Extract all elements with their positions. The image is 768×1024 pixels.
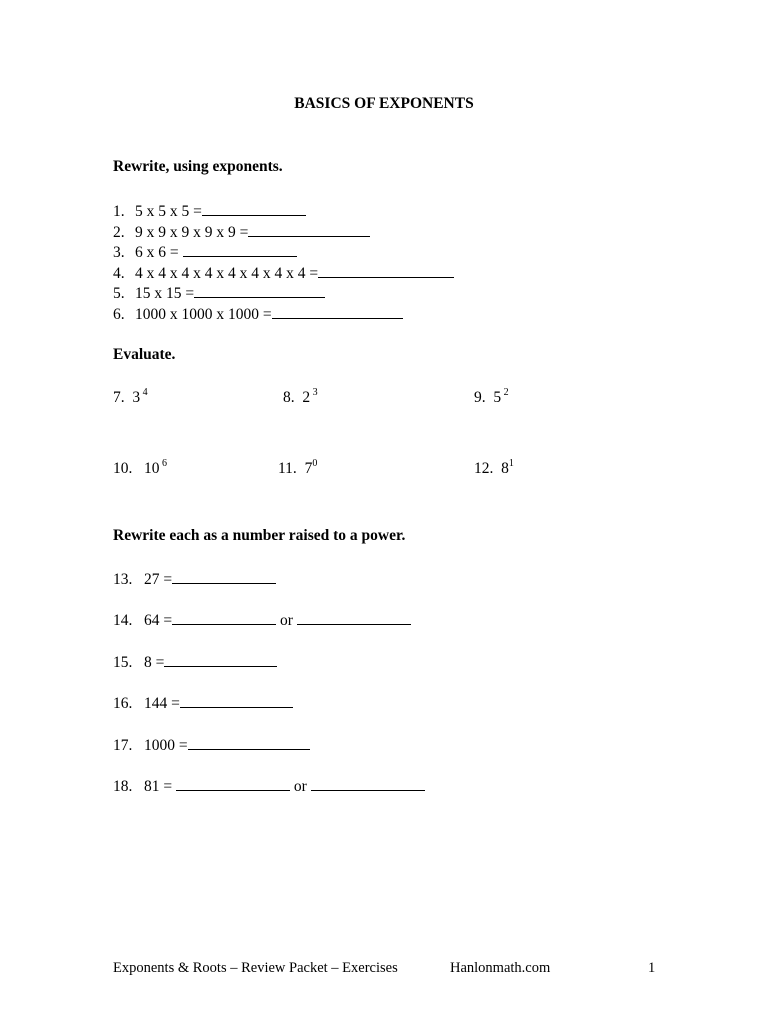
exercise-4 xyxy=(113,264,454,282)
page-title: BASICS OF EXPONENTS xyxy=(294,95,474,112)
exercise-number: 4. xyxy=(113,265,125,282)
exercise-number: 2. xyxy=(113,224,125,241)
footer-site: Hanlonmath.com xyxy=(450,960,551,976)
exercise-expression: 1000 x 1000 x 1000 = xyxy=(135,306,272,323)
exercise-5 xyxy=(113,284,325,302)
exercise-14 xyxy=(113,611,411,629)
or-label: or xyxy=(280,612,293,629)
exponent-base: 7 xyxy=(304,460,313,477)
answer-blank[interactable] xyxy=(188,736,310,750)
exponent-power: 1 xyxy=(508,458,514,469)
exercise-15 xyxy=(113,653,277,671)
section-heading-evaluate: Evaluate. xyxy=(113,346,176,363)
footer-page-number: 1 xyxy=(648,960,656,976)
exercise-12 xyxy=(474,459,514,477)
exercise-8 xyxy=(283,388,318,406)
exercise-7 xyxy=(113,388,148,406)
section-heading-power: Rewrite each as a number raised to a power. xyxy=(113,527,406,544)
answer-blank[interactable] xyxy=(318,264,454,278)
exercise-number: 17. xyxy=(113,737,133,754)
exercise-expression: 9 x 9 x 9 x 9 x 9 = xyxy=(135,224,249,241)
answer-blank[interactable] xyxy=(176,777,290,791)
exponent-base: 3 xyxy=(132,389,141,406)
answer-blank[interactable] xyxy=(164,653,277,667)
exercise-number: 18. xyxy=(113,778,133,795)
exercise-number: 14. xyxy=(113,612,133,629)
exercise-11 xyxy=(278,459,317,477)
answer-blank[interactable] xyxy=(183,243,297,257)
answer-blank[interactable] xyxy=(172,570,276,584)
footer-title: Exponents & Roots – Review Packet – Exercises xyxy=(113,960,398,976)
answer-blank[interactable] xyxy=(248,223,370,237)
exercise-expression: 64 = xyxy=(144,612,173,629)
exercise-17 xyxy=(113,736,310,754)
exercise-2 xyxy=(113,223,370,241)
exercise-9 xyxy=(474,388,509,406)
answer-blank[interactable] xyxy=(272,305,403,319)
exponent-power: 4 xyxy=(142,387,148,398)
answer-blank[interactable] xyxy=(202,202,306,216)
exercise-expression: 15 x 15 = xyxy=(135,285,195,302)
exercise-expression: 81 = xyxy=(144,778,173,795)
exercise-number: 6. xyxy=(113,306,125,323)
exercise-number: 13. xyxy=(113,571,133,588)
exercise-expression: 5 x 5 x 5 = xyxy=(135,203,202,220)
exercise-number: 10. xyxy=(113,460,133,477)
exponent-base: 2 xyxy=(302,389,311,406)
exercise-18 xyxy=(113,777,425,795)
exercise-number: 8. xyxy=(283,389,295,406)
exercise-3 xyxy=(113,243,297,261)
exercise-number: 9. xyxy=(474,389,486,406)
exercise-number: 15. xyxy=(113,654,133,671)
exponent-power: 3 xyxy=(312,387,318,398)
exercise-number: 16. xyxy=(113,695,133,712)
exercise-10 xyxy=(113,459,167,477)
exponent-power: 0 xyxy=(312,458,318,469)
exponent-base: 8 xyxy=(501,460,509,477)
answer-blank[interactable] xyxy=(194,284,325,298)
section-heading-rewrite: Rewrite, using exponents. xyxy=(113,158,283,175)
exercise-13 xyxy=(113,570,276,588)
answer-blank[interactable] xyxy=(172,611,276,625)
exercise-1 xyxy=(113,202,306,220)
exercise-expression: 1000 = xyxy=(144,737,188,754)
exercise-number: 11. xyxy=(278,460,297,477)
exercise-number: 3. xyxy=(113,244,125,261)
exercise-16 xyxy=(113,694,293,712)
exponent-power: 2 xyxy=(503,387,509,398)
exercise-6 xyxy=(113,305,403,323)
answer-blank-alt[interactable] xyxy=(297,611,411,625)
answer-blank[interactable] xyxy=(180,694,293,708)
exercise-expression: 6 x 6 = xyxy=(135,244,179,261)
or-label: or xyxy=(293,778,307,795)
exponent-base: 10 xyxy=(144,460,160,477)
answer-blank-alt[interactable] xyxy=(311,777,425,791)
exercise-number: 1. xyxy=(113,203,125,220)
exercise-expression: 144 = xyxy=(144,695,180,712)
exercise-expression: 27 = xyxy=(144,571,173,588)
exercise-expression: 8 = xyxy=(144,654,165,671)
exercise-expression: 4 x 4 x 4 x 4 x 4 x 4 x 4 x 4 = xyxy=(135,265,319,282)
exercise-number: 5. xyxy=(113,285,125,302)
exercise-number: 7. xyxy=(113,389,125,406)
exponent-base: 5 xyxy=(493,389,502,406)
exercise-number: 12. xyxy=(474,460,494,477)
exponent-power: 6 xyxy=(162,458,167,469)
